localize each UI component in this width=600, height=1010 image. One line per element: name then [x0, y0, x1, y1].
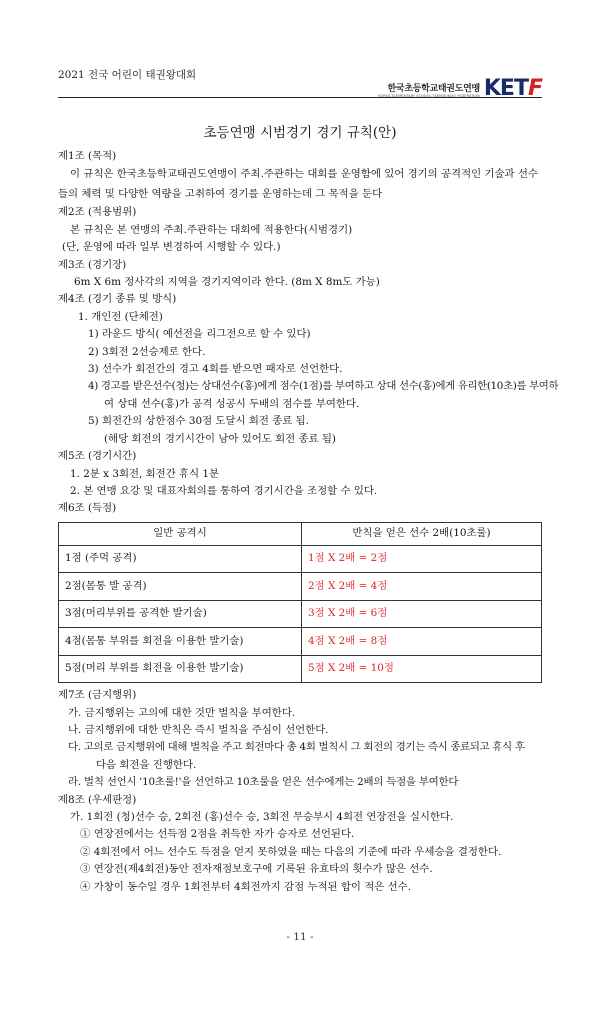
article-4-sub: 1. 개인전 (단체전)	[78, 310, 163, 323]
table-cell: 3점(머리부위를 공격한 발기술)	[59, 600, 302, 628]
table-header-cell: 반칙을 얻은 선수 2배(10초룰)	[302, 522, 542, 545]
article-8-line: 가. 1회전 (청)선수 승, 2회전 (홍)선수 승, 3회전 무승부시 4회전 연장전을 실시한다.	[70, 811, 454, 824]
table-header-row	[59, 522, 542, 545]
article-7-item: 라. 벌칙 선언시 '10초룰!'을 선언하고 10초룰을 얻은 선수에게는 2배의 득점을 부여한다	[68, 776, 459, 789]
article-4-item: 4) 경고를 받은선수(청)는 상대선수(홍)에게 점수(1점)를 부여하고 상대 선수(홍)에게 유리한(10초)를 부여하	[88, 380, 559, 393]
document-title: 초등연맹 시범경기 경기 규칙(안)	[203, 125, 397, 141]
table-cell-score: 3점 X 2배 = 6점	[302, 600, 542, 628]
table-cell-score: 2점 X 2배 = 4점	[302, 573, 542, 601]
page-number: - 11 -	[286, 931, 314, 943]
table-row	[59, 655, 542, 683]
table-row	[59, 628, 542, 656]
article-8-item: ④ 가창이 동수일 경우 1회전부터 4회전까지 감점 누적된 합이 적은 선수.	[80, 880, 411, 893]
article-5-item: 1. 2분 x 3회전, 회전간 휴식 1분	[70, 467, 220, 480]
article-2-heading: 제2조 (적용범위)	[58, 206, 137, 219]
article-5-heading: 제5조 (경기시간)	[58, 450, 137, 463]
table-row	[59, 573, 542, 601]
article-7-heading: 제7조 (금지행위)	[58, 689, 137, 702]
table-cell: 4점(몸통 부위를 회전을 이용한 발기술)	[59, 628, 302, 656]
table-cell-score: 5점 X 2배 = 10점	[302, 655, 542, 683]
article-3-line: 6m X 6m 정사각의 지역을 경기지역이라 한다. (8m X 8m도 가능)	[74, 276, 380, 289]
table-cell-score: 1점 X 2배 = 2점	[302, 545, 542, 573]
article-8-heading: 제8조 (우세판정)	[58, 793, 137, 806]
score-table	[58, 522, 542, 684]
article-1-heading: 제1조 (목적)	[58, 150, 117, 162]
article-4-item: 5) 회전간의 상한점수 30점 도달시 회전 종료 됨.	[88, 415, 309, 428]
table-cell-score: 4점 X 2배 = 8점	[302, 628, 542, 656]
org-name-en: KOREA ELEMENTARY SCHOOL TAEKWONDO FEDERATION	[378, 93, 480, 98]
table-cell: 2점(몸통 발 공격)	[59, 573, 302, 601]
article-3-heading: 제3조 (경기장)	[58, 258, 127, 271]
article-2-line: (단, 운영에 따라 일부 변경하여 시행할 수 있다.)	[62, 241, 281, 254]
table-header-cell: 일반 공격시	[59, 522, 302, 545]
article-4-heading: 제4조 (경기 종류 및 방식)	[58, 293, 177, 306]
org-name-kr: 한국초등학교태권도연맹	[387, 83, 480, 94]
article-4-item: 1) 라운드 방식( 예선전을 리그전으로 할 수 있다)	[88, 328, 311, 341]
article-6-heading: 제6조 (득점)	[58, 502, 117, 515]
article-4-item: 2) 3회전 2선승제로 한다.	[88, 345, 206, 358]
article-4-item: (해당 회전의 경기시간이 남아 있어도 회전 종료 됨)	[104, 432, 336, 445]
header-divider	[58, 97, 542, 98]
article-4-item: 여 상대 선수(홍)가 공격 성공시 두배의 점수를 부여한다.	[104, 397, 360, 410]
event-title: 2021 전국 어린이 태권왕대회	[58, 69, 197, 81]
table-row	[59, 545, 542, 573]
article-7-item: 가. 금지행위는 고의에 대한 것만 벌칙을 부여한다.	[68, 706, 296, 719]
page-header	[58, 58, 542, 101]
table-cell: 1점 (주먹 공격)	[59, 545, 302, 573]
table-cell: 5점(머리 부위를 회전을 이용한 발기술)	[59, 655, 302, 683]
article-8-item: ② 4회전에서 어느 선수도 득점을 얻지 못하였을 때는 다음의 기준에 따라 우세승을 결정한다.	[80, 845, 502, 858]
document-body	[58, 148, 559, 896]
article-1-body: 이 규칙은 한국초등학교태권도연맹이 주최.주관하는 대회를 운영함에 있어 경기의 공격적인 기술과 선수들의 체력 및 다양한 역량을 고취하여 경기를 운영하는데 그 목적을 둔다	[58, 168, 538, 200]
article-7-item: 나. 금지행위에 대한 반칙은 즉시 벌칙을 주심이 선언한다.	[68, 724, 329, 737]
article-8-item: ① 연장전에서는 선득점 2점을 취득한 자가 승자로 선언된다.	[80, 828, 355, 841]
article-2-line: 본 규칙은 본 연맹의 주최.주관하는 대회에 적용한다(시범경기)	[70, 223, 353, 236]
table-row	[59, 600, 542, 628]
org-name-block	[378, 81, 480, 98]
article-5-item: 2. 본 연맹 요강 및 대표자회의를 통하여 경기시간을 조정할 수 있다.	[70, 484, 378, 497]
article-8-item: ③ 연장전(제4회전)동안 전자재점보호구에 기록된 유효타의 횟수가 많은 선수.	[80, 863, 433, 876]
ketf-logo-icon: KETF	[483, 76, 542, 101]
article-7-item: 다음 회전을 진행한다.	[96, 758, 197, 771]
article-4-item: 3) 선수가 회전간의 경고 4회를 받으면 패자로 선언한다.	[88, 363, 343, 376]
article-7-item: 다. 고의로 금지행위에 대해 벌칙을 주고 회전마다 총 4회 벌칙시 그 회전의 경기는 즉시 종료되고 휴식 후	[68, 741, 525, 754]
